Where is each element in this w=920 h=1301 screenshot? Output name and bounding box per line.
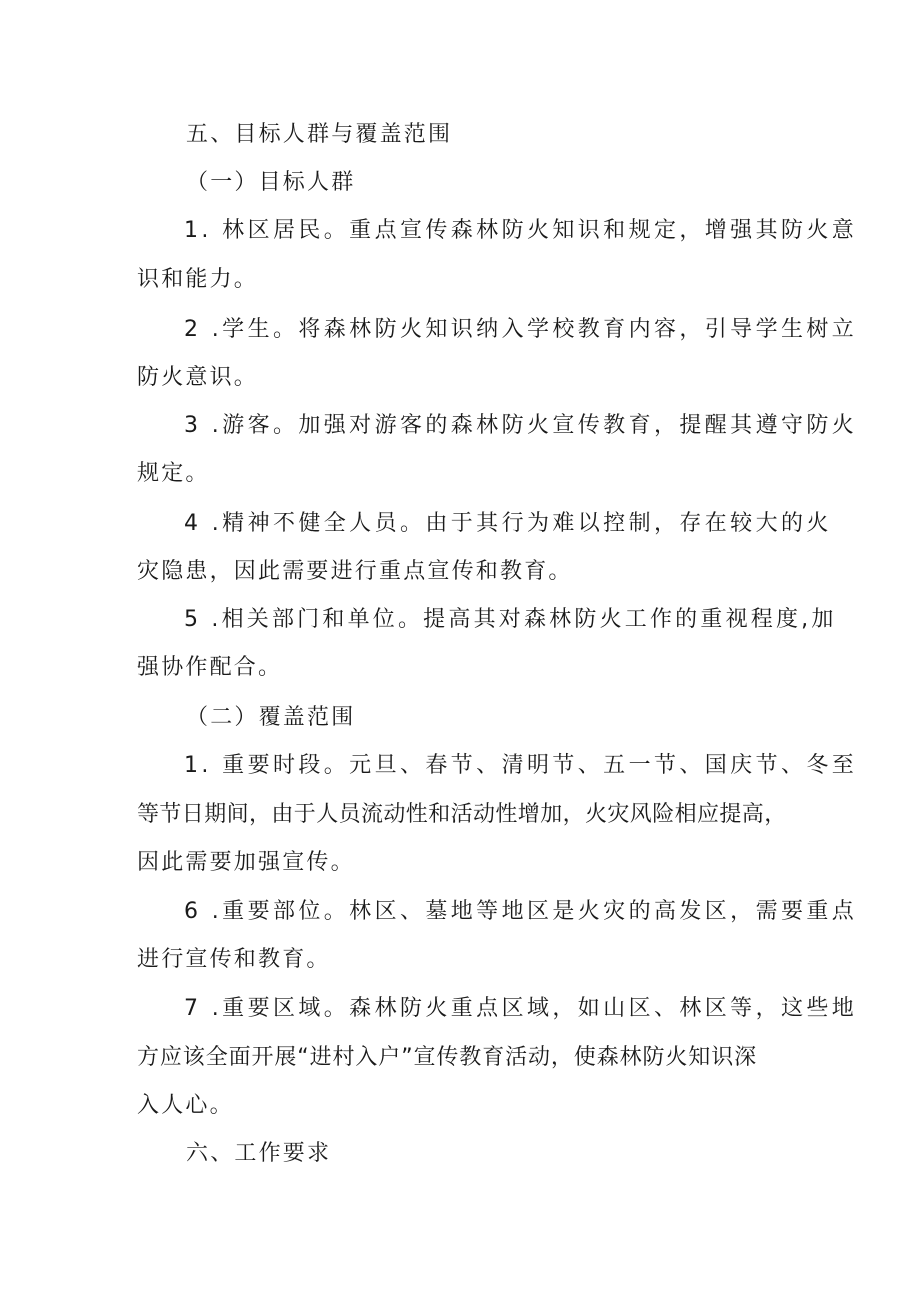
subsection-heading-coverage: （二）覆盖范围 [186,705,356,730]
paragraph-line: 方应该全面开展“进村入户”宣传教育活动，使森林防火知识深 [137,1045,757,1070]
paragraph-line: 进行宣传和教育。 [137,947,331,972]
paragraph-line: 识和能力。 [137,267,259,292]
section-heading-5: 五、目标人群与覆盖范围 [186,122,453,147]
paragraph-line: 1. 重要时段。元旦、春节、清明节、五一节、国庆节、冬至 [184,753,858,778]
paragraph-line: 4 .精神不健全人员。由于其行为难以控制，存在较大的火 [184,511,832,536]
paragraph-line: 1. 林区居民。重点宣传森林防火知识和规定，增强其防火意 [184,218,858,243]
paragraph-line: 规定。 [137,461,210,486]
paragraph-line: 2 .学生。将森林防火知识纳入学校教育内容，引导学生树立 [184,317,858,342]
paragraph-line: 入人心。 [137,1093,234,1118]
paragraph-line: 强协作配合。 [137,655,283,680]
paragraph-line: 5 .相关部门和单位。提高其对森林防火工作的重视程度,加 [184,607,837,632]
paragraph-line: 3 .游客。加强对游客的森林防火宣传教育，提醒其遵守防火 [184,413,858,438]
subsection-heading-target-groups: （一）目标人群 [186,170,356,195]
paragraph-line: 6 .重要部位。林区、墓地等地区是火灾的高发区，需要重点 [184,899,858,924]
paragraph-line: 灾隐患，因此需要进行重点宣传和教育。 [137,559,573,584]
paragraph-line: 等节日期间，由于人员流动性和活动性增加，火灾风险相应提高， [137,802,787,827]
paragraph-line: 7 .重要区域。森林防火重点区域，如山区、林区等，这些地 [184,996,858,1021]
paragraph-line: 防火意识。 [137,365,259,390]
section-heading-6: 六、工作要求 [186,1141,332,1166]
paragraph-line: 因此需要加强宣传。 [137,850,355,875]
